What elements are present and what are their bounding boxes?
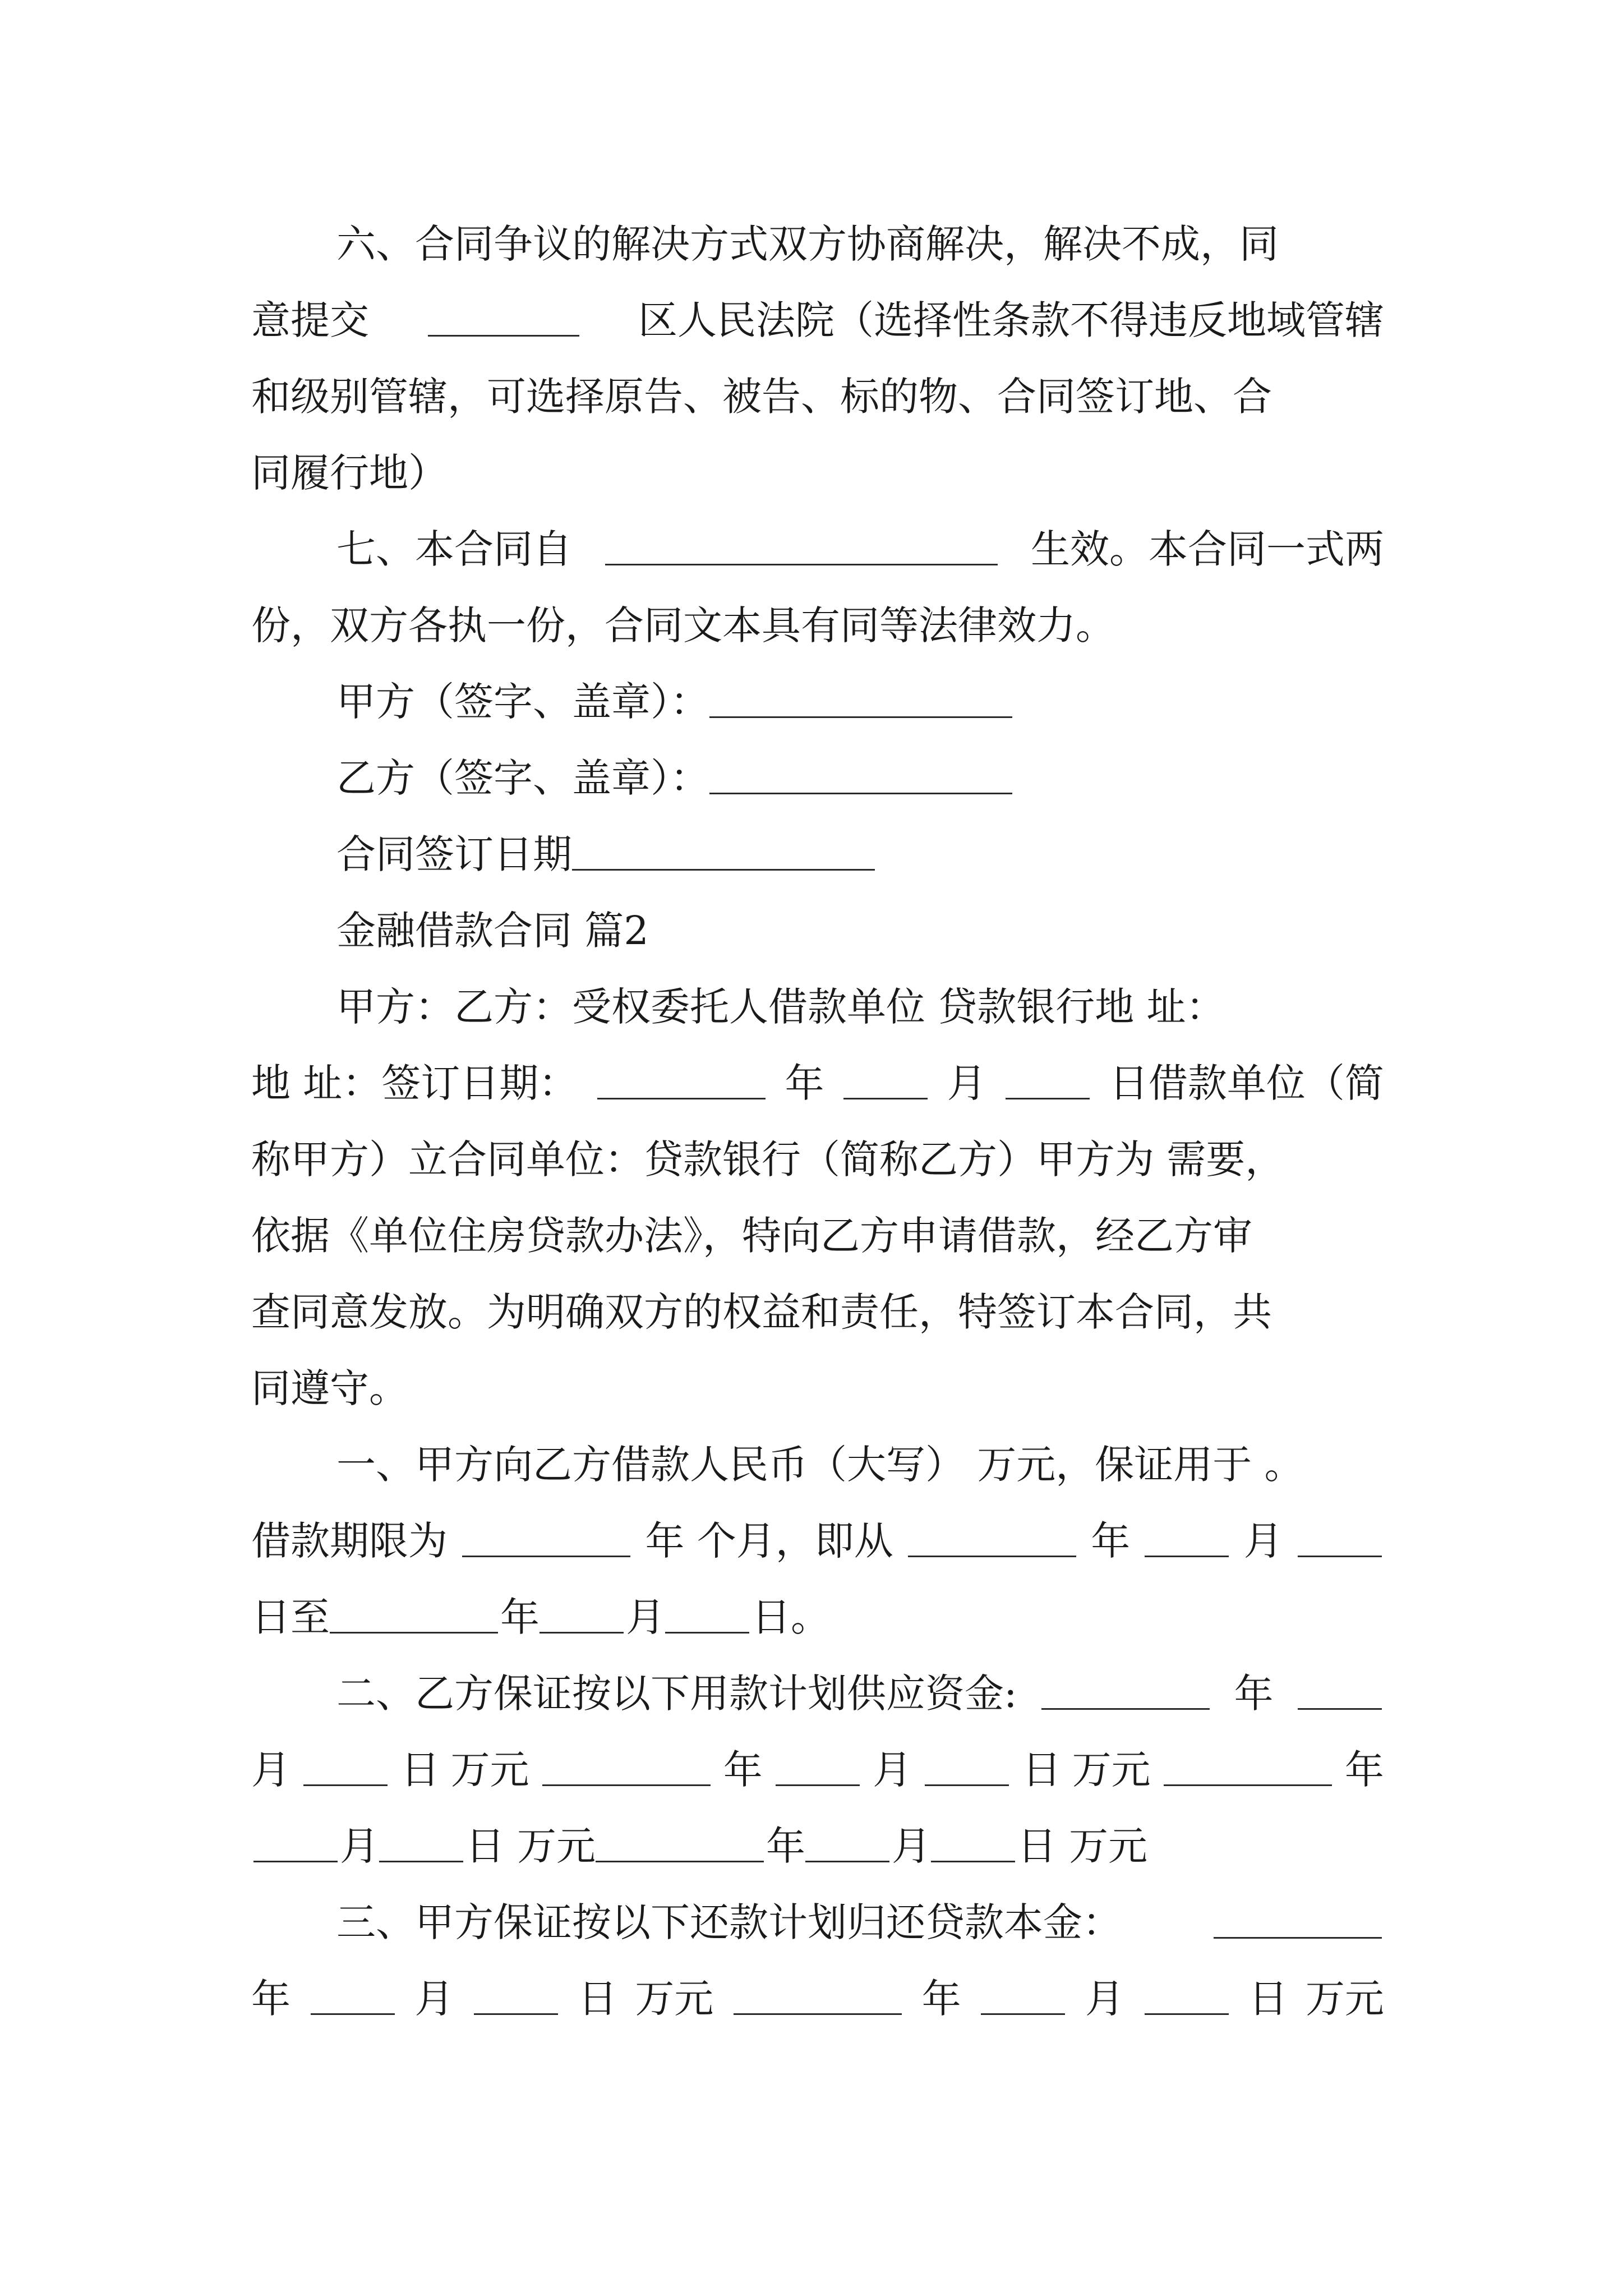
clause2-text: 二、乙方保证按以下用款计划供应资金: (336, 1671, 1017, 1717)
fill-in-blank[interactable] (542, 1745, 711, 1786)
clause3-line1 (336, 1892, 1384, 1953)
clause1-text: 一、甲方向乙方借款人民币（大写） 万元，保证用于 。 (336, 1442, 1304, 1488)
clause1-text: 年 (1091, 1518, 1131, 1564)
clause1-text: 日。 (751, 1594, 830, 1640)
fill-in-blank[interactable] (1145, 1516, 1229, 1557)
clause1-line3 (251, 1586, 1384, 1648)
clause1-text: 日至 (251, 1594, 330, 1640)
intro-text: 年 (785, 1060, 824, 1106)
section6-line4 (251, 442, 1384, 504)
clause2-text: 月 (251, 1747, 291, 1793)
fill-in-blank[interactable] (1214, 1898, 1382, 1939)
intro-text: 称甲方）立合同单位：贷款银行（简称乙方）甲方为 需要， (251, 1137, 1285, 1182)
clause3-text: 三、甲方保证按以下还款计划归还贷款本金： (336, 1899, 1122, 1945)
clause2-text: 万元 (1072, 1747, 1151, 1793)
clause3-text: 年 (921, 1976, 961, 2022)
fill-in-blank[interactable] (540, 1593, 624, 1634)
fill-in-blank[interactable] (776, 1745, 860, 1786)
clause3-text: 万元 (1305, 1976, 1384, 2022)
clause2-text: 年 (1344, 1747, 1384, 1793)
fill-in-blank[interactable] (1041, 1669, 1210, 1710)
fill-in-blank[interactable] (1006, 1059, 1090, 1099)
fill-in-blank[interactable] (981, 1974, 1065, 2015)
clause2-text: 日 (1022, 1747, 1062, 1793)
fill-in-blank[interactable] (734, 1974, 902, 2015)
clause2-text: 日 (1017, 1823, 1057, 1869)
clause2-text: 月 (892, 1823, 931, 1869)
clause1-text: 月 (626, 1594, 665, 1640)
clause1-text: 年 个月，即从 (645, 1518, 893, 1564)
clause1-line2 (251, 1510, 1384, 1572)
section7-text: 七、本合同自 (336, 526, 572, 572)
clause2-text: 年 (1234, 1671, 1274, 1717)
clause3-text: 万元 (635, 1976, 714, 2022)
section7-text: 生效。本合同一式两 (1031, 526, 1384, 572)
fill-in-blank[interactable] (596, 1821, 764, 1862)
clause2-text: 月 (873, 1747, 912, 1793)
section6-text: 意提交 (251, 297, 369, 343)
section7-text: 份，双方各执一份，合同文本具有同等法律效力。 (251, 602, 1115, 648)
fill-in-blank[interactable] (843, 1059, 928, 1099)
fill-in-blank[interactable] (330, 1593, 498, 1634)
intro-line2 (251, 1052, 1384, 1114)
signature-party-b (336, 747, 1384, 809)
fill-in-blank[interactable] (908, 1516, 1076, 1557)
section6-line2 (251, 289, 1384, 351)
intro-line6 (251, 1358, 1384, 1419)
fill-in-blank[interactable] (805, 1821, 889, 1862)
fill-in-blank[interactable] (311, 1974, 395, 2015)
fill-in-blank[interactable] (665, 1593, 749, 1634)
section-heading (336, 900, 1384, 961)
fill-in-blank[interactable] (379, 1821, 463, 1862)
intro-text: 同遵守。 (251, 1365, 408, 1411)
section6-text: 和级别管辖，可选择原告、被告、标的物、合同签订地、合 (251, 374, 1272, 420)
fill-in-blank[interactable] (931, 1821, 1015, 1862)
clause3-line2 (251, 1968, 1384, 2030)
clause2-text: 万元 (517, 1823, 596, 1869)
signature-label: 乙方（签字、盖章）： (336, 755, 709, 801)
signature-label: 甲方（签字、盖章）： (336, 679, 709, 725)
section7-line2 (251, 595, 1384, 656)
fill-in-blank[interactable] (925, 1745, 1009, 1786)
clause1-text: 月 (1243, 1518, 1283, 1564)
signature-party-a (336, 671, 1384, 733)
clause2-text: 万元 (450, 1747, 529, 1793)
section6-line3 (251, 366, 1384, 427)
section6-text: 区人民法院（选择性条款不得违反地域管辖 (638, 297, 1384, 343)
intro-line4 (251, 1205, 1384, 1267)
section7-line1 (336, 518, 1384, 580)
intro-line3 (251, 1129, 1384, 1190)
fill-in-blank[interactable] (462, 1516, 630, 1557)
fill-in-blank[interactable] (597, 1059, 766, 1099)
fill-in-blank[interactable] (1298, 1669, 1382, 1710)
clause3-text: 年 (251, 1976, 291, 2022)
clause3-text: 日 (578, 1976, 617, 2022)
intro-text: 月 (947, 1060, 986, 1106)
fill-in-blank[interactable] (428, 296, 579, 337)
signature-date (336, 823, 1384, 885)
intro-text: 地 址：签订日期： (251, 1060, 578, 1106)
clause3-text: 月 (414, 1976, 454, 2022)
section6-text: 同履行地） (251, 450, 448, 496)
section6-line1 (336, 213, 1384, 275)
fill-in-blank[interactable] (1164, 1745, 1332, 1786)
intro-text: 甲方：乙方：受权委托人借款单位 贷款银行地 址： (336, 984, 1225, 1030)
fill-in-blank[interactable] (474, 1974, 558, 2015)
signature-blank[interactable] (709, 677, 1012, 718)
fill-in-blank[interactable] (605, 524, 998, 565)
clause2-text: 万元 (1069, 1823, 1147, 1869)
clause3-text: 日 (1248, 1976, 1288, 2022)
intro-text: 查同意发放。为明确双方的权益和责任，特签订本合同，共 (251, 1289, 1272, 1335)
clause1-text: 借款期限为 (251, 1518, 448, 1564)
clause2-line1 (336, 1663, 1384, 1724)
clause2-text: 年 (766, 1823, 805, 1869)
fill-in-blank[interactable] (303, 1745, 388, 1786)
clause1-text: 年 (500, 1594, 540, 1640)
fill-in-blank[interactable] (1298, 1516, 1382, 1557)
clause2-line2 (251, 1739, 1384, 1801)
date-blank[interactable] (572, 830, 875, 871)
intro-line1 (336, 976, 1384, 1038)
intro-text: 依据《单位住房贷款办法》，特向乙方申请借款，经乙方审 (251, 1213, 1252, 1259)
clause2-line3 (251, 1815, 1384, 1877)
intro-text: 日借款单位（简 (1109, 1060, 1384, 1106)
clause1-line1 (336, 1434, 1384, 1496)
intro-line5 (251, 1281, 1384, 1343)
section6-text: 六、合同争议的解决方式双方协商解决，解决不成，同 (336, 221, 1279, 267)
clause2-text: 月 (340, 1823, 379, 1869)
clause3-text: 月 (1085, 1976, 1124, 2022)
signature-label: 合同签订日期 (336, 831, 572, 877)
fill-in-blank[interactable] (253, 1821, 338, 1862)
clause2-text: 年 (723, 1747, 763, 1793)
fill-in-blank[interactable] (1145, 1974, 1229, 2015)
signature-blank[interactable] (709, 753, 1012, 794)
clause2-text: 日 (465, 1823, 505, 1869)
heading-text: 金融借款合同 篇2 (336, 908, 649, 954)
clause2-text: 日 (400, 1747, 440, 1793)
